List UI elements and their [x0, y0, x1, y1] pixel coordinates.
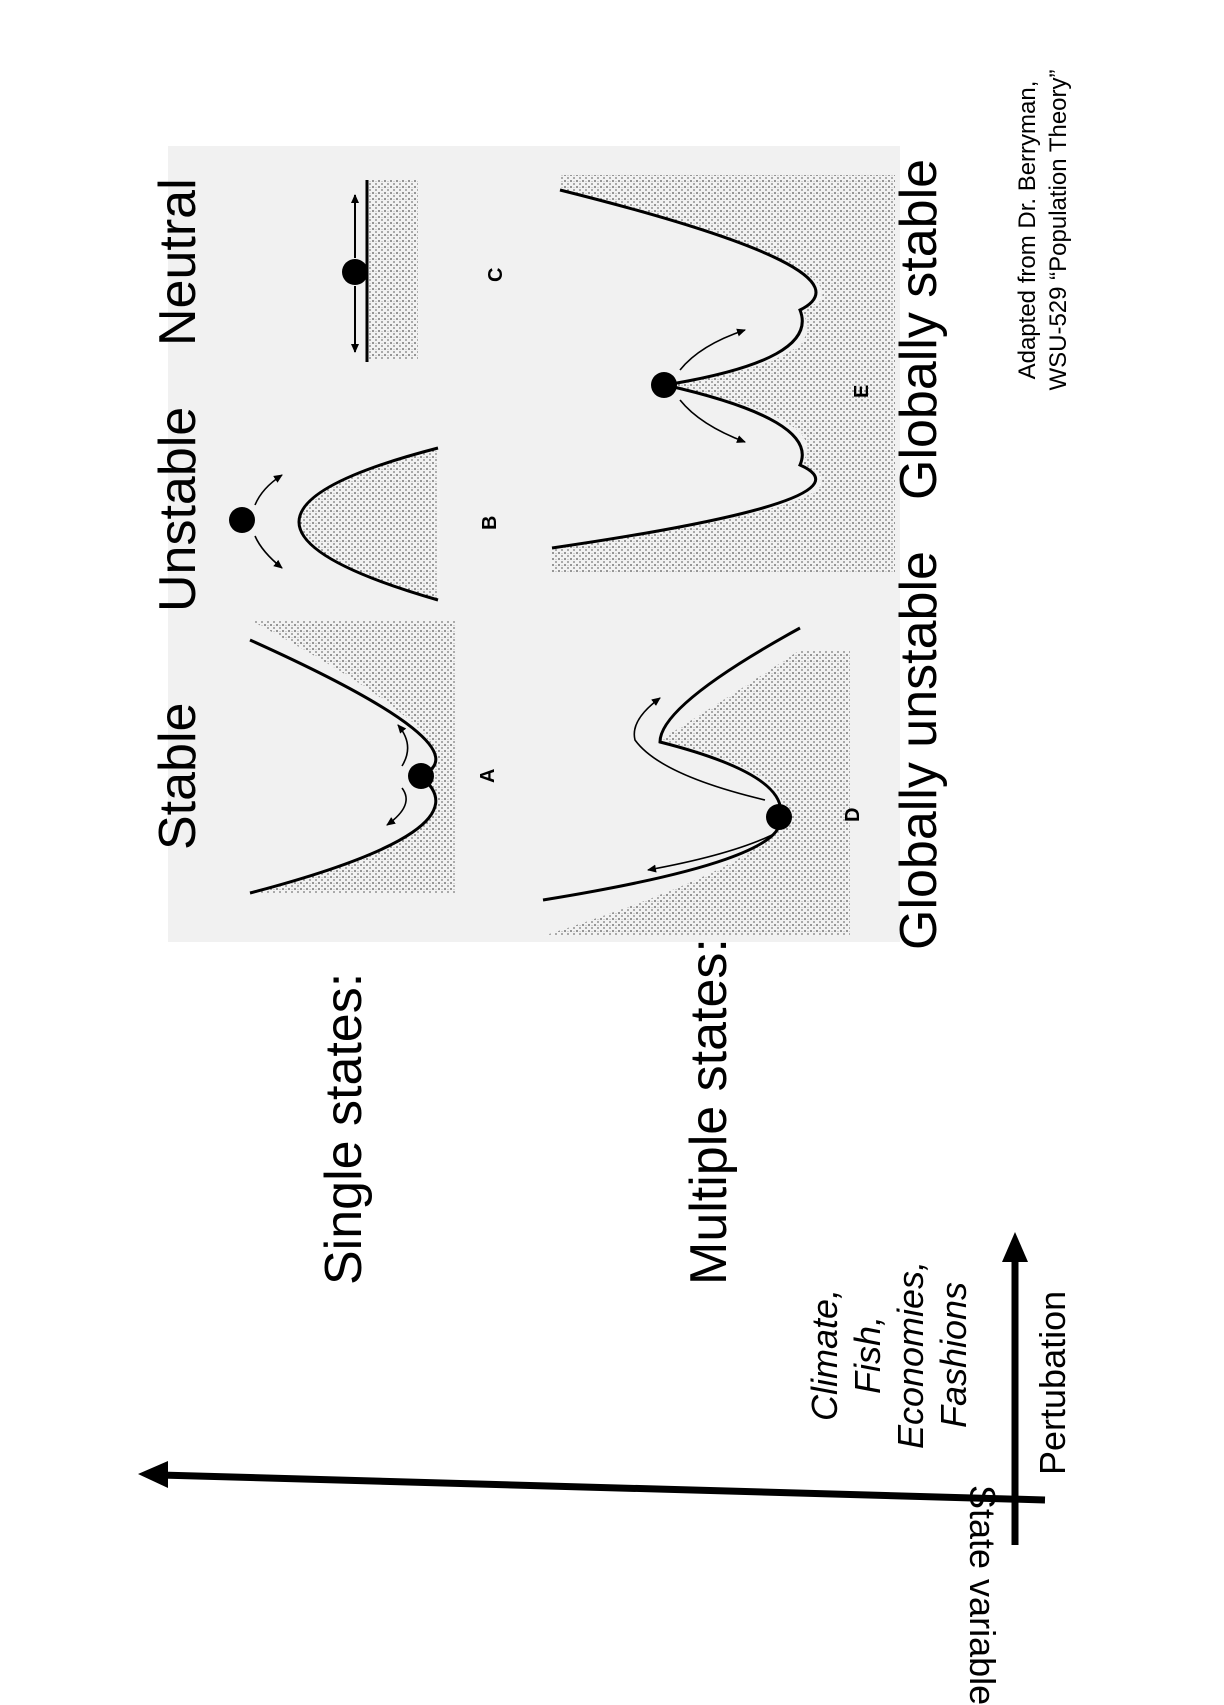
panel-letter-c: C: [485, 267, 507, 282]
ball-b: [229, 507, 255, 533]
label-single-states: Single states:: [315, 972, 373, 1285]
credit-line-2: WSU-529 “Population Theory”: [1045, 69, 1072, 391]
label-unstable: Unstable: [149, 406, 207, 612]
label-globally-stable: Globally stable: [890, 158, 948, 500]
panel-letter-b: B: [479, 515, 501, 530]
ball-a: [408, 763, 434, 789]
panel-letter-d: D: [842, 807, 864, 822]
x-axis-label: Pertubation: [1032, 1290, 1073, 1475]
ball-d: [766, 804, 792, 830]
ball-e: [651, 372, 677, 398]
example-fish: Fish,: [847, 1316, 888, 1395]
panel-letter-a: A: [477, 768, 499, 783]
example-climate: Climate,: [804, 1288, 845, 1422]
ball-c: [342, 259, 368, 285]
y-axis-label: State variable: [962, 1485, 1003, 1705]
label-stable: Stable: [149, 702, 207, 850]
credit-text: [1012, 40, 1074, 420]
credit-line-1: Adapted from Dr. Berryman,: [1014, 80, 1041, 380]
label-multiple-states: Multiple states:: [680, 938, 738, 1285]
panel-letter-e: E: [851, 384, 873, 398]
examples-list: [803, 1220, 975, 1490]
example-economies: Economies,: [890, 1260, 931, 1450]
label-globally-unstable: Globally unstable: [890, 551, 948, 950]
label-neutral: Neutral: [149, 178, 207, 346]
example-fashions: Fashions: [933, 1281, 974, 1429]
